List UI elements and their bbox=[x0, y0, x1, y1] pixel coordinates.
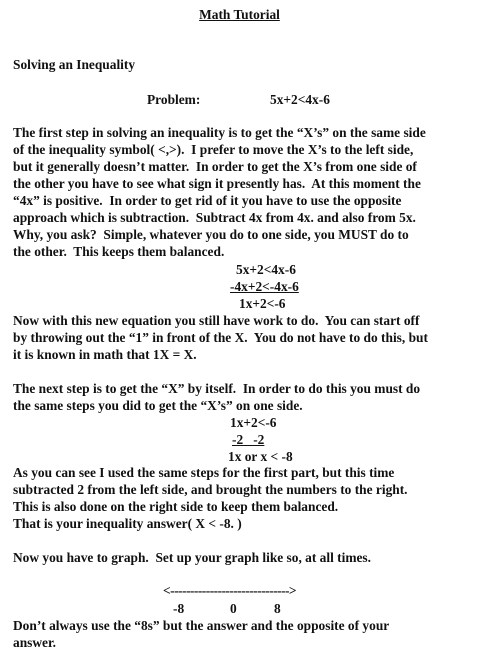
paragraph1-line: but it generally doesn’t matter. In order to get the X’s from one side of bbox=[13, 159, 417, 174]
paragraph1-line: of the inequality symbol( <,>). I prefer to move the X’s to the left side, bbox=[13, 142, 414, 157]
work2-line3: 1x or x < -8 bbox=[228, 449, 293, 464]
paragraph2-line: it is known in math that 1X = X. bbox=[13, 347, 197, 362]
number-line-tick-right: 8 bbox=[274, 601, 281, 616]
number-line-arrow: <------------------------------> bbox=[163, 583, 297, 598]
paragraph4-line: This is also done on the right side to keep them balanced. bbox=[13, 499, 339, 514]
paragraph1-line: Why, you ask? Simple, whatever you do to one side, you MUST do to bbox=[13, 227, 409, 242]
work2-line2: -2 -2 bbox=[232, 432, 265, 447]
paragraph1-line: “4x” is positive. In order to get rid of it you have to use the opposite bbox=[13, 193, 402, 208]
work1-line2: -4x+2<-4x-6 bbox=[230, 279, 299, 294]
paragraph4-line: subtracted 2 from the left side, and brought the numbers to the right. bbox=[13, 482, 408, 497]
paragraph1-line: the other you have to see what sign it presently has. At this moment the bbox=[13, 176, 421, 191]
paragraph5: Now you have to graph. Set up your graph like so, at all times. bbox=[13, 550, 371, 565]
paragraph2-line: Now with this new equation you still have work to do. You can start off bbox=[13, 313, 420, 328]
problem-expression: 5x+2<4x-6 bbox=[270, 92, 330, 107]
number-line-tick-left: -8 bbox=[173, 601, 185, 616]
problem-label: Problem: bbox=[147, 92, 201, 107]
paragraph1-line: approach which is subtraction. Subtract 4x from 4x. and also from 5x. bbox=[13, 210, 416, 225]
page-title: Math Tutorial bbox=[199, 7, 280, 22]
section-heading: Solving an Inequality bbox=[13, 57, 136, 72]
paragraph4-line: As you can see I used the same steps for the first part, but this time bbox=[13, 465, 395, 480]
paragraph1-line: The first step in solving an inequality is to get the “X’s” on the same side bbox=[13, 125, 426, 140]
work1-line3: 1x+2<-6 bbox=[239, 296, 286, 311]
work2-line1: 1x+2<-6 bbox=[230, 415, 277, 430]
paragraph3-line: the same steps you did to get the “X’s” on one side. bbox=[13, 398, 303, 413]
work1-line1: 5x+2<4x-6 bbox=[236, 262, 296, 277]
paragraph4-line: That is your inequality answer( X < -8. ) bbox=[13, 516, 242, 531]
paragraph6-line: Don’t always use the “8s” but the answer and the opposite of your bbox=[13, 618, 390, 633]
paragraph3-line: The next step is to get the “X” by itself. In order to do this you must do bbox=[13, 381, 421, 396]
paragraph2-line: by throwing out the “1” in front of the X. You do not have to do this, but bbox=[13, 330, 428, 345]
paragraph1-line: the other. This keeps them balanced. bbox=[13, 244, 225, 259]
number-line-tick-zero: 0 bbox=[230, 601, 237, 616]
paragraph6-line: answer. bbox=[13, 635, 57, 650]
